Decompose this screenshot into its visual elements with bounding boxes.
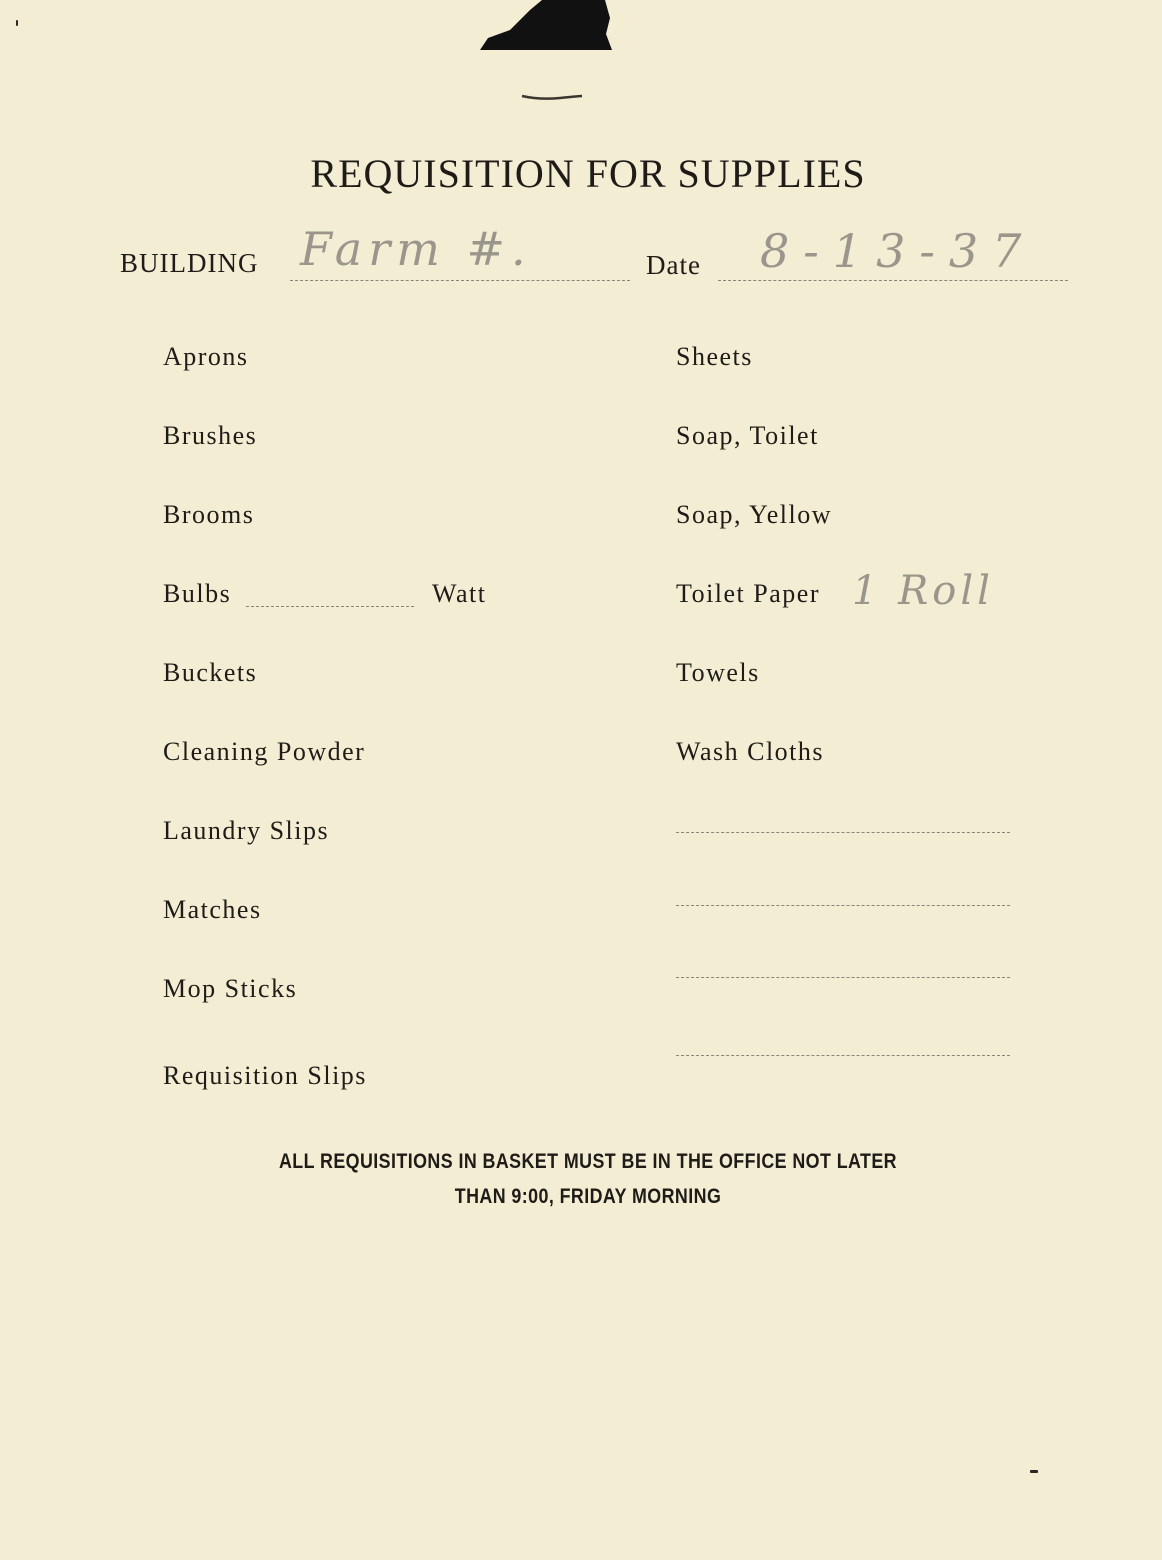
paper-speck: [16, 20, 18, 26]
paper-speck: [1030, 1470, 1038, 1473]
toilet-paper-handwritten-value: 1 Roll: [852, 568, 994, 614]
item-towels: Towels: [676, 658, 760, 687]
date-line: [718, 280, 1068, 281]
item-bulbs: Bulbs: [163, 579, 232, 608]
blank-line: [676, 1055, 1010, 1056]
date-handwritten-value: 8-13-37: [760, 224, 1036, 278]
notice-line-2: THAN 9:00, FRIDAY MORNING: [454, 1185, 722, 1208]
item-soap-toilet: Soap, Toilet: [676, 421, 819, 450]
blank-line: [676, 977, 1010, 978]
bulbs-watt-line: [246, 606, 414, 607]
item-bulbs-watt: Watt: [432, 579, 487, 608]
staple-mark: [520, 92, 584, 102]
item-mop-sticks: Mop Sticks: [163, 974, 298, 1003]
item-cleaning-powder: Cleaning Powder: [163, 737, 366, 766]
blank-line: [676, 905, 1010, 906]
item-laundry-slips: Laundry Slips: [163, 816, 330, 845]
item-matches: Matches: [163, 895, 262, 924]
item-soap-yellow: Soap, Yellow: [676, 500, 832, 529]
item-sheets: Sheets: [676, 342, 753, 371]
notice-line-1: ALL REQUISITIONS IN BASKET MUST BE IN THE OFFICE NOT LATER: [278, 1150, 898, 1173]
item-wash-cloths: Wash Cloths: [676, 737, 825, 766]
item-requisition-slips: Requisition Slips: [163, 1061, 367, 1090]
blank-line: [676, 832, 1010, 833]
item-brooms: Brooms: [163, 500, 255, 529]
torn-corner: [480, 0, 640, 50]
item-toilet-paper: Toilet Paper: [676, 579, 820, 608]
date-label: Date: [646, 250, 701, 280]
form-title: REQUISITION FOR SUPPLIES: [310, 151, 866, 196]
building-handwritten-value: Farm #.: [300, 222, 532, 276]
item-aprons: Aprons: [163, 342, 249, 371]
building-line: [290, 280, 630, 281]
item-buckets: Buckets: [163, 658, 258, 687]
item-brushes: Brushes: [163, 421, 258, 450]
building-label: BUILDING: [120, 248, 259, 278]
